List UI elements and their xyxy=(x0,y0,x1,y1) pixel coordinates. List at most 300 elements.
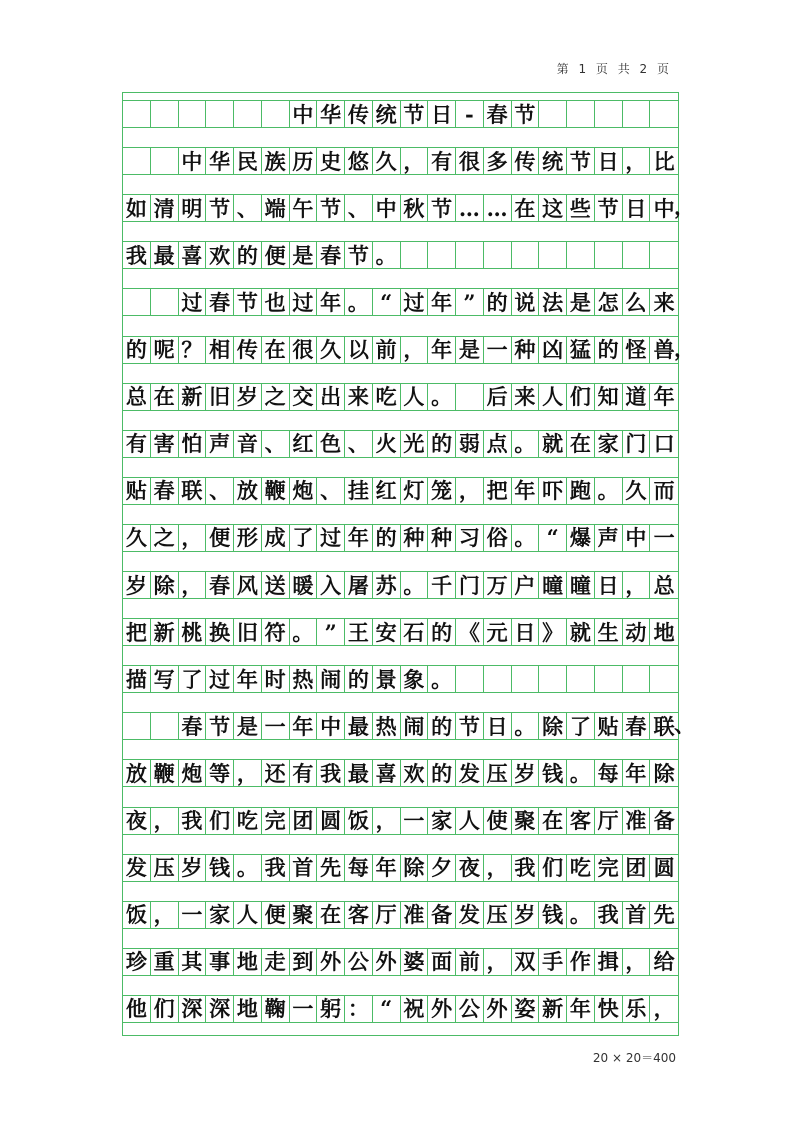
grid-cell: 我 xyxy=(123,242,151,268)
grid-cell: 年 xyxy=(373,855,401,881)
grid-cell: 客 xyxy=(345,902,373,928)
grid-cell: 饭 xyxy=(345,808,373,834)
grid-cell: 人 xyxy=(539,384,567,410)
grid-cell: 贴 xyxy=(123,478,151,504)
grid-cell: 、 xyxy=(317,478,345,504)
grid-cell: 岁 xyxy=(179,855,207,881)
grid-cell: 了 xyxy=(567,713,595,739)
grid-cell xyxy=(456,666,484,692)
grid-cell: 总 xyxy=(653,572,675,598)
grid-cell: 把 xyxy=(484,478,512,504)
grid-cell: 史 xyxy=(317,148,345,174)
grid-cell: 秋 xyxy=(401,195,429,221)
grid-row xyxy=(123,383,678,411)
grid-cell: 准 xyxy=(623,808,651,834)
grid-cell: 我 xyxy=(317,760,345,786)
grid-cell: 久 xyxy=(373,148,401,174)
grid-cell: 公 xyxy=(456,996,484,1022)
grid-cell: 苏 xyxy=(373,572,401,598)
grid-cell: 除 xyxy=(653,760,675,786)
grid-cell: “ xyxy=(373,289,401,315)
grid-cell: 年 xyxy=(653,384,675,410)
grid-cell: 岁 xyxy=(512,902,540,928)
grid-cell: 。 xyxy=(345,289,373,315)
grid-cell: 欢 xyxy=(206,242,234,268)
grid-cell: 的 xyxy=(428,713,456,739)
grid-cell: 猛 xyxy=(567,337,595,363)
grid-cell: 压 xyxy=(484,760,512,786)
grid-cell: 除 xyxy=(539,713,567,739)
grid-cell: 喜 xyxy=(179,242,207,268)
grid-cell: 。 xyxy=(234,855,262,881)
grid-cell xyxy=(650,101,678,127)
grid-cell: 前 xyxy=(456,949,484,975)
grid-cell xyxy=(567,101,595,127)
grid-cell: 们 xyxy=(567,384,595,410)
grid-cell: 以 xyxy=(345,337,373,363)
grid-cell: 外 xyxy=(317,949,345,975)
grid-cell: 一 xyxy=(290,996,318,1022)
grid-cell: ， xyxy=(373,808,401,834)
grid-cell: 了 xyxy=(290,525,318,551)
grid-cell: 年 xyxy=(428,337,456,363)
grid-cell: ， xyxy=(179,572,207,598)
grid-cell: 之 xyxy=(262,384,290,410)
grid-cell: 的 xyxy=(428,431,456,457)
grid-cell: 色 xyxy=(317,431,345,457)
grid-cell: 节 xyxy=(401,101,429,127)
grid-cell: 钱 xyxy=(539,760,567,786)
grid-cell: 的 xyxy=(373,525,401,551)
grid-row xyxy=(123,100,678,128)
grid-cell: ， xyxy=(401,337,429,363)
grid-cell: 多 xyxy=(484,148,512,174)
grid-cell: 描 xyxy=(123,666,151,692)
grid-cell: 些 xyxy=(567,195,595,221)
grid-cell: 总 xyxy=(123,384,151,410)
grid-cell: 年 xyxy=(317,289,345,315)
grid-cell: 来 xyxy=(345,384,373,410)
grid-cell: 外 xyxy=(484,996,512,1022)
grid-cell: 传 xyxy=(512,148,540,174)
grid-cell: 》 xyxy=(539,619,567,645)
grid-cell: 其 xyxy=(179,949,207,975)
grid-cell: 春 xyxy=(206,289,234,315)
grid-cell: 深 xyxy=(206,996,234,1022)
grid-cell: 日 xyxy=(623,195,651,221)
grid-cell xyxy=(650,666,678,692)
grid-cell: 华 xyxy=(317,101,345,127)
grid-cell: 日 xyxy=(512,619,540,645)
grid-cell: 家 xyxy=(206,902,234,928)
grid-cell: 。 xyxy=(373,242,401,268)
grid-cell: 日 xyxy=(595,572,623,598)
grid-cell: 清 xyxy=(151,195,179,221)
grid-cell: 过 xyxy=(317,525,345,551)
grid-cell xyxy=(123,713,151,739)
grid-cell: 一 xyxy=(484,337,512,363)
grid-cell: 最 xyxy=(151,242,179,268)
grid-cell: 节 xyxy=(512,101,540,127)
grid-cell: 厅 xyxy=(373,902,401,928)
grid-cell: 联 xyxy=(653,713,675,739)
grid-cell: 送 xyxy=(262,572,290,598)
grid-cell: 法 xyxy=(539,289,567,315)
grid-cell: 便 xyxy=(262,902,290,928)
grid-cell: 过 xyxy=(179,289,207,315)
grid-cell: 家 xyxy=(428,808,456,834)
grid-cell: 压 xyxy=(151,855,179,881)
grid-cell: 客 xyxy=(567,808,595,834)
grid-cell: 、 xyxy=(206,478,234,504)
grid-cell: 也 xyxy=(262,289,290,315)
grid-cell: 。 xyxy=(595,478,623,504)
grid-cell: 久 xyxy=(623,478,651,504)
grid-cell: 统 xyxy=(539,148,567,174)
grid-cell: 家 xyxy=(595,431,623,457)
grid-cell: … xyxy=(456,195,484,221)
page-number: 第 1 页 共 2 页 xyxy=(556,62,672,76)
grid-cell: 久 xyxy=(123,525,151,551)
grid-cell: 夜 xyxy=(123,808,151,834)
grid-cell xyxy=(484,242,512,268)
grid-row xyxy=(123,430,678,458)
grid-cell: 爆 xyxy=(567,525,595,551)
grid-cell: 吃 xyxy=(567,855,595,881)
grid-cell: 成 xyxy=(262,525,290,551)
grid-row xyxy=(123,712,678,740)
grid-cell: 公 xyxy=(345,949,373,975)
grid-cell: ， xyxy=(456,478,484,504)
grid-cell: 说 xyxy=(512,289,540,315)
grid-cell: 发 xyxy=(456,902,484,928)
grid-cell: 放 xyxy=(123,760,151,786)
grid-cell: 珍 xyxy=(123,949,151,975)
grid-cell: 端 xyxy=(262,195,290,221)
grid-cell: 。 xyxy=(428,384,456,410)
grid-cell: 。 xyxy=(512,525,540,551)
grid-cell: 到 xyxy=(290,949,318,975)
grid-row xyxy=(123,807,678,835)
grid-cell: 传 xyxy=(234,337,262,363)
grid-cell: 新 xyxy=(179,384,207,410)
grid-cell xyxy=(206,101,234,127)
grid-cell: 喜 xyxy=(373,760,401,786)
grid-cell: 一 xyxy=(401,808,429,834)
grid-cell: 过 xyxy=(401,289,429,315)
grid-cell: 春 xyxy=(179,713,207,739)
grid-cell: 久 xyxy=(317,337,345,363)
grid-cell: 炮 xyxy=(290,478,318,504)
grid-cell: 民 xyxy=(234,148,262,174)
grid-cell: 。 xyxy=(567,902,595,928)
grid-cell: 如 xyxy=(123,195,151,221)
grid-cell: 饭 xyxy=(123,902,151,928)
grid-cell: 。 xyxy=(290,619,318,645)
grid-cell: 岁 xyxy=(512,760,540,786)
grid-cell xyxy=(401,242,429,268)
grid-cell: 种 xyxy=(428,525,456,551)
grid-cell: 统 xyxy=(373,101,401,127)
grid-cell: 曈 xyxy=(539,572,567,598)
grid-cell: 快 xyxy=(595,996,623,1022)
grid-cell: 联 xyxy=(179,478,207,504)
grid-cell: ， xyxy=(401,148,429,174)
grid-cell: 聚 xyxy=(290,902,318,928)
grid-cell: ， xyxy=(179,525,207,551)
grid-cell: 道 xyxy=(623,384,651,410)
grid-cell: 贴 xyxy=(595,713,623,739)
grid-cell: 聚 xyxy=(512,808,540,834)
grid-cell: 。 xyxy=(401,572,429,598)
overflow-char: 、 xyxy=(674,712,695,738)
grid-cell: 来 xyxy=(653,289,675,315)
grid-cell: 吓 xyxy=(539,478,567,504)
grid-cell: 后 xyxy=(484,384,512,410)
grid-cell: 呢 xyxy=(151,337,179,363)
grid-cell: … xyxy=(484,195,512,221)
grid-cell xyxy=(512,666,540,692)
grid-cell: 的 xyxy=(428,760,456,786)
grid-cell: 节 xyxy=(234,289,262,315)
grid-cell: 而 xyxy=(653,478,675,504)
grid-cell: 岁 xyxy=(234,384,262,410)
grid-cell: 压 xyxy=(484,902,512,928)
grid-cell: 门 xyxy=(456,572,484,598)
grid-cell: 在 xyxy=(539,808,567,834)
grid-cell: 红 xyxy=(290,431,318,457)
grid-cell: 最 xyxy=(345,713,373,739)
grid-cell: 走 xyxy=(262,949,290,975)
grid-cell: 深 xyxy=(179,996,207,1022)
grid-cell xyxy=(151,713,179,739)
grid-cell: 相 xyxy=(206,337,234,363)
grid-cell: 、 xyxy=(345,431,373,457)
grid-cell: 弱 xyxy=(456,431,484,457)
grid-size-label: 20 × 20＝400 xyxy=(592,1051,676,1065)
grid-row xyxy=(123,336,678,364)
grid-cell: 声 xyxy=(206,431,234,457)
grid-cell: 我 xyxy=(262,855,290,881)
grid-cell: 比 xyxy=(653,148,675,174)
grid-cell: 夕 xyxy=(428,855,456,881)
grid-cell: 年 xyxy=(567,996,595,1022)
grid-cell: 年 xyxy=(512,478,540,504)
grid-cell: 外 xyxy=(428,996,456,1022)
grid-cell: 在 xyxy=(567,431,595,457)
grid-cell: 石 xyxy=(401,619,429,645)
grid-cell: 首 xyxy=(290,855,318,881)
grid-cell: 每 xyxy=(345,855,373,881)
grid-cell: 夜 xyxy=(456,855,484,881)
grid-cell: 春 xyxy=(206,572,234,598)
grid-cell: 红 xyxy=(373,478,401,504)
grid-cell: 年 xyxy=(345,525,373,551)
grid-cell: 双 xyxy=(512,949,540,975)
grid-cell: 出 xyxy=(317,384,345,410)
grid-cell: 千 xyxy=(428,572,456,598)
grid-cell xyxy=(567,242,595,268)
grid-cell: 闹 xyxy=(317,666,345,692)
grid-cell: 就 xyxy=(539,431,567,457)
grid-cell: 、 xyxy=(345,195,373,221)
grid-cell: 人 xyxy=(401,384,429,410)
grid-cell: 习 xyxy=(456,525,484,551)
grid-cell: 很 xyxy=(456,148,484,174)
grid-cell: 完 xyxy=(262,808,290,834)
grid-cell: 有 xyxy=(123,431,151,457)
grid-row xyxy=(123,288,678,316)
grid-cell: 中 xyxy=(290,101,318,127)
grid-cell xyxy=(484,666,512,692)
grid-cell: 备 xyxy=(653,808,675,833)
grid-cell: 。 xyxy=(428,666,456,692)
grid-cell: 安 xyxy=(373,619,401,645)
grid-cell: 们 xyxy=(206,808,234,834)
grid-cell xyxy=(512,242,540,268)
grid-row xyxy=(123,477,678,505)
grid-cell: ， xyxy=(653,996,675,1022)
grid-cell: 种 xyxy=(512,337,540,363)
grid-cell: 年 xyxy=(234,666,262,692)
grid-cell: 炮 xyxy=(179,760,207,786)
grid-cell: 怪 xyxy=(623,337,651,363)
grid-cell: 、 xyxy=(234,195,262,221)
grid-cell: 。 xyxy=(567,760,595,786)
grid-cell: 午 xyxy=(290,195,318,221)
grid-cell: 的 xyxy=(484,289,512,315)
grid-cell: ” xyxy=(317,619,345,645)
grid-row xyxy=(123,759,678,787)
grid-cell: 是 xyxy=(567,289,595,315)
grid-cell: ， xyxy=(484,855,512,881)
grid-cell: 桃 xyxy=(179,619,207,645)
grid-cell: 户 xyxy=(512,572,540,598)
grid-cell: 符 xyxy=(262,619,290,645)
grid-cell: 地 xyxy=(653,619,675,645)
grid-cell: 写 xyxy=(151,666,179,692)
grid-cell: 是 xyxy=(290,242,318,268)
grid-cell: 景 xyxy=(373,666,401,692)
grid-cell: 《 xyxy=(456,619,484,645)
grid-cell xyxy=(262,101,290,127)
grid-cell xyxy=(539,101,567,127)
grid-row xyxy=(123,524,678,552)
overflow-char: ， xyxy=(674,194,695,220)
grid-cell: 么 xyxy=(623,289,651,315)
grid-cell: 们 xyxy=(539,855,567,881)
grid-cell: ： xyxy=(345,996,373,1022)
grid-row xyxy=(123,241,678,269)
grid-cell: 族 xyxy=(262,148,290,174)
grid-cell: 之 xyxy=(151,525,179,551)
grid-cell: 岁 xyxy=(123,572,151,598)
grid-cell: 们 xyxy=(151,996,179,1022)
grid-cell: 准 xyxy=(401,902,429,928)
grid-cell: 、 xyxy=(262,431,290,457)
grid-cell: 节 xyxy=(456,713,484,739)
grid-cell: 发 xyxy=(456,760,484,786)
grid-cell: 事 xyxy=(206,949,234,975)
grid-cell: 种 xyxy=(401,525,429,551)
grid-cell: 中 xyxy=(317,713,345,739)
grid-cell: ， xyxy=(484,949,512,975)
grid-cell: 重 xyxy=(151,949,179,975)
grid-cell: 热 xyxy=(290,666,318,692)
grid-cell: 门 xyxy=(623,431,651,457)
grid-cell: 揖 xyxy=(595,949,623,975)
grid-cell: 点 xyxy=(484,431,512,457)
grid-cell: 怎 xyxy=(595,289,623,315)
grid-cell: 新 xyxy=(151,619,179,645)
grid-cell xyxy=(456,384,484,410)
grid-cell: 屠 xyxy=(345,572,373,598)
grid-cell: ， xyxy=(623,572,651,598)
grid-cell: 动 xyxy=(623,619,651,645)
grid-cell xyxy=(650,242,678,268)
grid-cell: 万 xyxy=(484,572,512,598)
grid-cell xyxy=(151,101,179,127)
grid-cell: 有 xyxy=(428,148,456,174)
grid-cell: 给 xyxy=(653,949,675,975)
grid-cell: 的 xyxy=(428,619,456,645)
grid-cell: 一 xyxy=(179,902,207,928)
grid-cell: 发 xyxy=(123,855,151,881)
grid-cell: 中 xyxy=(653,195,675,221)
grid-cell: 的 xyxy=(123,337,151,363)
grid-row xyxy=(123,665,678,693)
grid-cell: 我 xyxy=(595,902,623,928)
grid-cell: 热 xyxy=(373,713,401,739)
grid-cell: 悠 xyxy=(345,148,373,174)
grid-cell: 火 xyxy=(373,431,401,457)
grid-cell: 前 xyxy=(373,337,401,363)
grid-cell: 俗 xyxy=(484,525,512,551)
grid-cell: 。 xyxy=(512,713,540,739)
grid-cell: “ xyxy=(539,525,567,551)
grid-cell: 过 xyxy=(290,289,318,315)
grid-cell: 除 xyxy=(151,572,179,598)
grid-cell: 很 xyxy=(290,337,318,363)
grid-cell: 换 xyxy=(206,619,234,645)
grid-cell: 华 xyxy=(206,148,234,174)
grid-row xyxy=(123,194,678,222)
grid-row xyxy=(123,147,678,175)
grid-cell: 团 xyxy=(623,855,651,881)
grid-cell: 钱 xyxy=(539,902,567,928)
grid-cell xyxy=(234,101,262,127)
grid-cell: 使 xyxy=(484,808,512,834)
grid-cell: 风 xyxy=(234,572,262,598)
grid-cell: 凶 xyxy=(539,337,567,363)
grid-cell: 除 xyxy=(401,855,429,881)
grid-cell: 是 xyxy=(234,713,262,739)
grid-cell: 完 xyxy=(595,855,623,881)
grid-cell: 手 xyxy=(539,949,567,975)
grid-cell: 节 xyxy=(595,195,623,221)
grid-cell: 旧 xyxy=(234,619,262,645)
grid-row xyxy=(123,901,678,929)
grid-cell: 年 xyxy=(623,760,651,786)
grid-cell xyxy=(151,148,179,174)
grid-cell: 时 xyxy=(262,666,290,692)
grid-cell: 怕 xyxy=(179,431,207,457)
grid-cell: 人 xyxy=(456,808,484,834)
grid-cell: 乐 xyxy=(623,996,651,1022)
grid-cell: 年 xyxy=(290,713,318,739)
grid-cell xyxy=(428,242,456,268)
grid-cell xyxy=(567,666,595,692)
